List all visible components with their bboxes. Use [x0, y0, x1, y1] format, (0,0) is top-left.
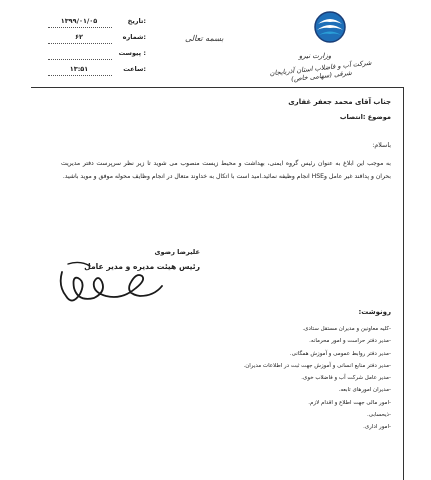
salutation: باسلام: [372, 142, 391, 149]
date-value: ۱۳۹۹/۰۱/۰۵ [60, 17, 98, 25]
signatory-title: رئیس هیئت مدیره و مدیر عامل [84, 262, 200, 271]
cc-item: -امور اداری. [363, 424, 391, 431]
cc-item: -کلیه معاونین و مدیران مستقل ستادی. [302, 326, 391, 332]
cc-list [191, 323, 391, 434]
time-label: ساعت: [123, 65, 146, 73]
water-drop-logo-icon [312, 10, 348, 44]
time-value: ۱۳:۵۱ [69, 65, 89, 73]
ministry-name: وزارت نیرو [298, 52, 332, 60]
company-logo [269, 10, 372, 94]
cc-item: -مدیر دفتر روابط عمومی و آموزش همگانی. [289, 350, 391, 357]
letter-body: به موجب این ابلاغ به عنوان رئیس گروه ایمنی، بهداشت و محیط زیست منصوب می شوید تا زیر نظر سرپرست دفتر مدیریت بحران و پدافند غیر عامل وHSE انجام وظیفه نمائید.امید است با اتکال به خداوند متعال در انجام وظایف محوله موفق و موید باشید. [61, 160, 391, 180]
signature-block [50, 240, 200, 306]
number-line [48, 43, 112, 44]
time-row [48, 62, 146, 78]
invocation-text: بسمه تعالی [185, 34, 224, 43]
cc-item: -مدیر عامل شرکت آب و فاضلاب خوی. [301, 375, 391, 382]
cc-item: -مدیران امورهای تابعه. [338, 387, 391, 394]
cc-heading: رونوشت: [358, 308, 391, 316]
number-row [48, 30, 146, 46]
cc-item: -امور مالی جهت اطلاع و اقدام لازم. [308, 399, 391, 406]
subject: موضوع :انتصاب [339, 113, 391, 121]
signatory-name: علیرضا رضوی [154, 248, 200, 256]
attachment-line [48, 59, 112, 60]
letter-meta [48, 14, 146, 78]
cc-item: -مدیر دفتر حراست و امور محرمانه. [309, 338, 391, 345]
date-line [48, 27, 112, 28]
handwritten-signature [50, 252, 170, 308]
company-name: شرکت آب و فاضلاب استان آذربایجان شرقی (سهامی خاص) [269, 58, 372, 84]
date-label: تاریخ: [127, 17, 146, 25]
number-label: شماره: [122, 33, 146, 41]
cc-item: -مدیر دفتر منابع انسانی و آموزش جهت ثبت در اطلاعات مدیران. [243, 362, 391, 369]
date-row [48, 14, 146, 30]
header-divider [31, 87, 403, 88]
attachment-label: پیوست : [118, 49, 146, 57]
attachment-row [48, 46, 146, 62]
number-value: ۶۲ [75, 33, 83, 41]
cc-item: -ذیحسابی. [367, 412, 391, 419]
time-line [48, 75, 112, 76]
addressee: جناب آقای محمد جعفر غفاری [288, 98, 391, 106]
right-border [403, 87, 404, 480]
